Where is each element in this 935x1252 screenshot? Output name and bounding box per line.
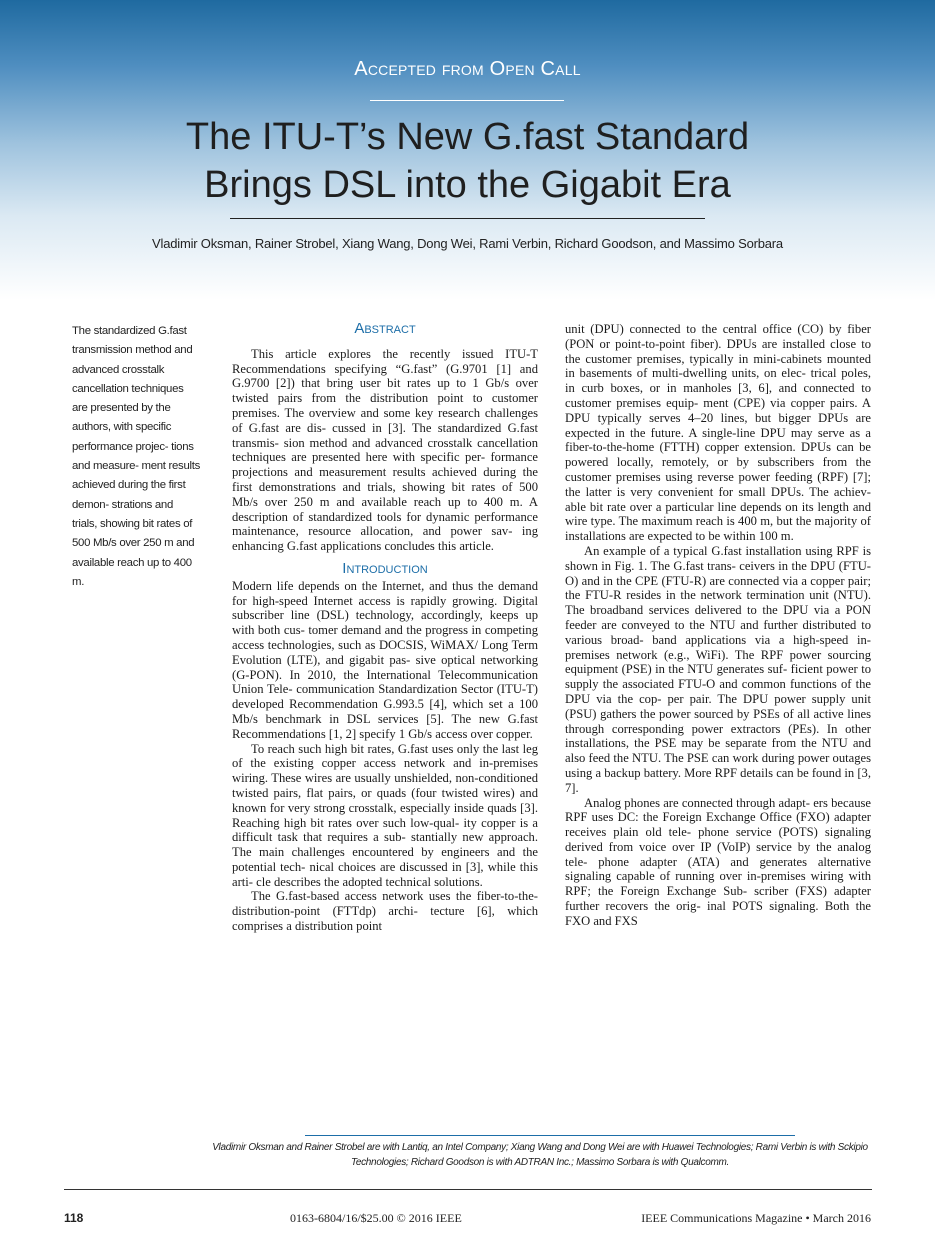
paragraph: To reach such high bit rates, G.fast uses only the last leg of the existing copper access network and in-premises wiring. These wires are usually unshielded, non-conditioned twisted pairs, flat pairs, or quads (four twisted wires) and known for very strong crosstalk, especially inside quads [3]. Reaching high bit rates over such low-qual- ity copper is a difficult task that requires a sub- stantially new approach. The main challenges encountered by engineers and the potential tech- nical choices are discussed in [3], while this arti- cle describes the adopted technical solutions. (232, 741, 538, 889)
title-divider (230, 218, 705, 219)
paragraph: unit (DPU) connected to the central office (CO) by fiber (PON or point-to-point fiber). DPUs are installed close to the customer premises, typically in mini-cabinets mounted in basements of multi-dwelling units, on elec- trical poles, in curb boxes, or in manholes [3, 6], and connected to customer premises equip- ment (CPE) via copper pairs. A DPU typically serves 4–20 lines, but bigger DPUs are expected in the future. A single-line DPU may serve as a fiber-to-the-home (FTTH) copper extension. DPUs can be powered locally, remotely, or by subscribers from the customer premises using reverse power feeding (RPF) [7]; the latter is very convenient for small DPUs. The achiev- able bit rate over a particular line depends on its length and wire type. The maximum reach is 400 m, but the majority of installations are expected to be within 100 m. (565, 322, 871, 544)
author-affiliations: Vladimir Oksman and Rainer Strobel are with Lantiq, an Intel Company; Xiang Wang and Dong Wei are with Huawei Technologies; Rami Verbin is with Sckipio Technologies; Richard Goodson is with ADTRAN Inc.; Massimo Sorbara is with Qualcomm. (212, 1142, 868, 1168)
kicker-divider (370, 100, 564, 101)
title-line-1: The ITU-T’s New G.fast Standard (185, 116, 750, 158)
footer-rule (64, 1189, 872, 1190)
text-column-2 (565, 322, 871, 929)
title-line-2: Brings DSL into the Gigabit Era (204, 163, 731, 206)
journal-issue: IEEE Communications Magazine • March 2016 (641, 1211, 871, 1225)
affiliation-divider (305, 1135, 795, 1136)
article-title (0, 114, 935, 209)
introduction-heading: Introduction (342, 559, 428, 577)
author-list: Vladimir Oksman, Rainer Strobel, Xiang Wang, Dong Wei, Rami Verbin, Richard Goodson, and Massimo Sorbara (152, 236, 783, 251)
pull-quote: The standardized G.fast transmission method and advanced crosstalk cancellation techniques are presented by the authors, with specific performance projec- tions and measure- ment results achieved during the first demon- strations and trials, showing bit rates of 500 Mb/s over 250 m and available reach up to 400 m. (72, 325, 200, 588)
paragraph: The G.fast-based access network uses the fiber-to-the-distribution-point (FTTdp) archi- tecture [6], which comprises a distribution point (232, 889, 538, 934)
abstract-heading: Abstract (354, 320, 416, 337)
page-number: 118 (64, 1211, 84, 1225)
abstract-text: This article explores the recently issued ITU-T Recommendations specifying “G.fast” (G.9701 [1] and G.9700 [2]) that bring user bit rates up to 1 Gb/s over twisted pairs from the distribution point to customer premises. The overview and some key research challenges of G.fast are dis- cussed in [3]. The standardized G.fast transmis- sion method and advanced crosstalk cancellation techniques are presented here with specific per- formance projections and measurement results achieved during the first demonstrations and trials, showing bit rates of 500 Mb/s over 250 m and available reach up to 400 m. A description of standardized tools for dynamic performance maintenance, resource allocation, and power sav- ing enhancing G.fast applications concludes this article. (232, 346, 538, 554)
paragraph: Modern life depends on the Internet, and thus the demand for high-speed Internet access is rapidly growing. Digital subscriber line (DSL) technology, accordingly, keeps up with both cus- tomer demand and the progress in competing access technologies, such as DOCSIS, WiMAX/ Long Term Evolution (LTE), and gigabit pas- sive optical networking (G-PON). In 2010, the International Telecommunication Union Tele- communication Standardization Sector (ITU-T) developed Recommendation G.993.5 [4], which set a 100 Mb/s benchmark in DSL services [5]. The new G.fast Recommendations [1, 2] specify 1 Gb/s access over copper. (232, 578, 538, 741)
issn-copyright: 0163-6804/16/$25.00 © 2016 IEEE (290, 1211, 462, 1225)
paragraph: Analog phones are connected through adapt- ers because RPF uses DC: the Foreign Exchange Office (FXO) adapter receives plain old tele- phone service (POTS) signaling derived from voice over IP (VoIP) service by the analog tele- phone adapter (ATA) and generates alternative signaling capable of running over in-premises wiring with RPF; the Foreign Exchange Sub- scriber (FXS) adapter further recovers the orig- inal POTS signaling. Both the FXO and FXS (565, 795, 871, 928)
section-kicker: Accepted from Open Call (354, 58, 581, 80)
text-column-1 (232, 322, 538, 934)
paragraph: An example of a typical G.fast installation using RPF is shown in Fig. 1. The G.fast trans- ceivers in the DPU (FTU-O) and in the CPE (FTU-R) are connected via a copper pair; the FTU-R resides in the network termination unit (NTU). The broadband services delivered to the DPU via a PON feeder are conveyed to the NTU and further distributed to various broad- band applications via a high-speed in-premises network (e.g., WiFi). The RPF power sourcing equipment (PSE) in the NTU generates suf- ficient power to supply the associated FTU-O and common functions of the DPU via the cop- per pair. The DPU power supply unit (PSU) gathers the power sourced by PSEs of all active lines through corresponding power extractors (PEs). In other installations, the PSE may be separate from the NTU and also feed the NTU. The PSE can work during power outages using a backup battery. More RPF details can be found in [3, 7]. (565, 543, 871, 795)
